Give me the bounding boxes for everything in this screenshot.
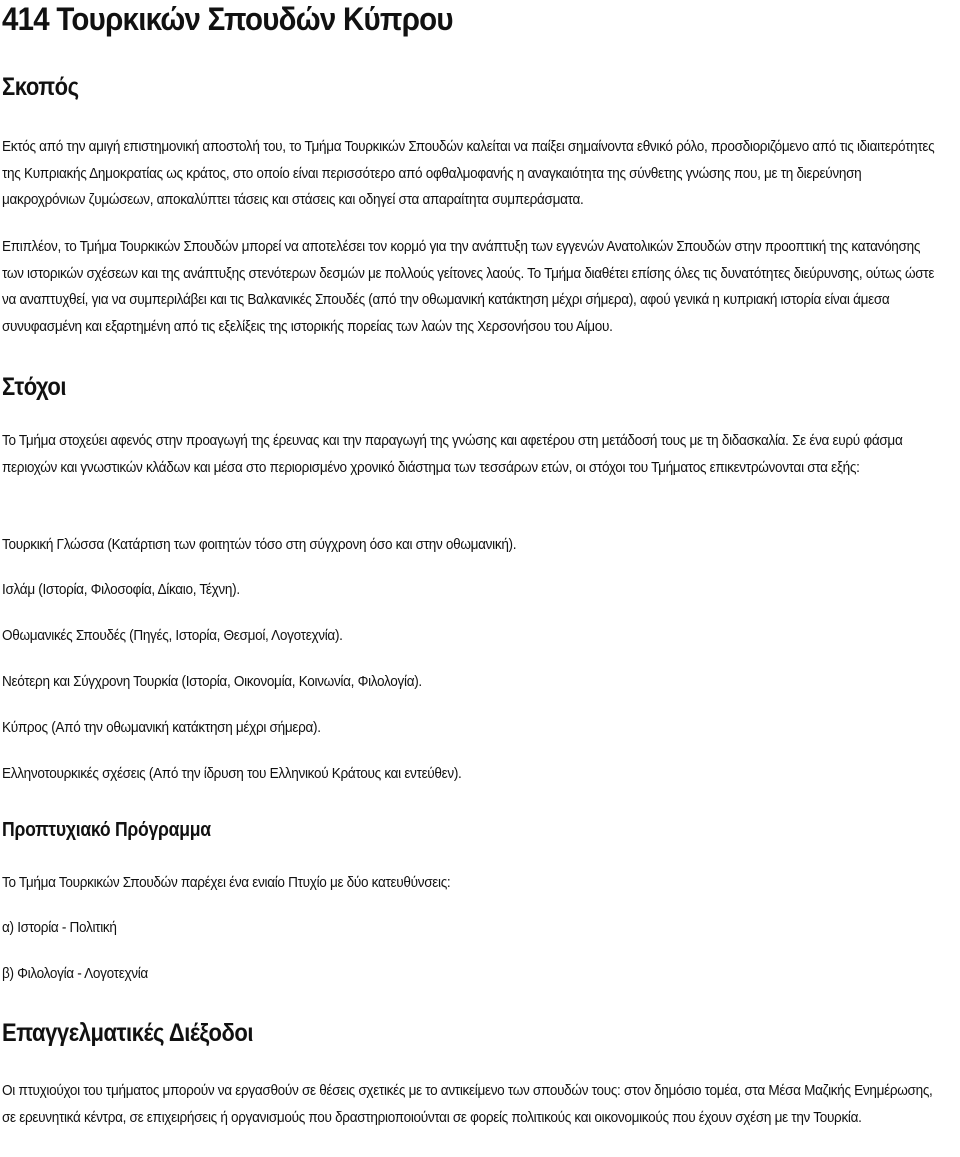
skopos-paragraph-1: Εκτός από την αμιγή επιστημονική αποστολή του, το Τμήμα Τουρκικών Σπουδών καλείται να παίξει σημαίνοντα εθνικό ρόλο, προσδιοριζόμενο από τις ιδιαιτερότητες της Κυπριακής Δημοκρατίας ως κράτος, στο οποίο είναι περισσότερο από οφθαλμοφανής η αναγκαιότητα της σύνθετης γνώσης που, με τη διερεύνηση μακροχρόνιων ζυμώσεων, αποκαλύπτει τάσεις και στάσεις και οδηγεί στα απαραίτητα συμπεράσματα.: [2, 138, 935, 208]
stoxoi-item-2: Ισλάμ (Ιστορία, Φιλοσοφία, Δίκαιο, Τέχνη).: [2, 581, 240, 598]
programma-intro: Το Τμήμα Τουρκικών Σπουδών παρέχει ένα ενιαίο Πτυχίο με δύο κατευθύνσεις:: [2, 874, 451, 891]
stoxoi-intro: Το Τμήμα στοχεύει αφενός στην προαγωγή της έρευνας και την παραγωγή της γνώσης και αφετέρου στη μετάδοσή τους με τη διδασκαλία. Σε ένα ευρύ φάσμα περιοχών και γνωστικών κλάδων και μέσα στο περιορισμένο χρονικό διάστημα των τεσσάρων ετών, οι στόχοι του Τμήματος επικεντρώνονται στα εξής:: [2, 432, 903, 476]
skopos-paragraph-2: Επιπλέον, το Τμήμα Τουρκικών Σπουδών μπορεί να αποτελέσει τον κορμό για την ανάπτυξη των εγγενών Ανατολικών Σπουδών στην προοπτική της κατανόησης των ιστορικών σχέσεων και της ανάπτυξης στενότερων δεσμών με πολλούς γείτονες λαούς. Το Τμήμα διαθέτει επίσης όλες τις δυνατότητες διεύρυνσης, ούτως ώστε να αναπτυχθεί, για να συμπεριλάβει και τις Βαλκανικές Σπουδές (από την οθωμανική κατάκτηση μέχρι σήμερα), αφού γενικά η κυπριακή ιστορία είναι άμεσα συνυφασμένη και εξαρτημένη από τις εξελίξεις της ιστορικής πορείας των λαών της Χερσονήσου του Αίμου.: [2, 238, 935, 335]
section-heading-programma: Προπτυχιακό Πρόγραμμα: [2, 819, 211, 841]
stoxoi-item-6: Ελληνοτουρκικές σχέσεις (Από την ίδρυση του Ελληνικού Κράτους και εντεύθεν).: [2, 765, 462, 782]
stoxoi-item-3: Οθωμανικές Σπουδές (Πηγές, Ιστορία, Θεσμοί, Λογοτεχνία).: [2, 627, 343, 644]
programma-item-1: α) Ιστορία - Πολιτική: [2, 919, 117, 936]
page-title: 414 Τουρκικών Σπουδών Κύπρου: [2, 1, 453, 37]
programma-item-2: β) Φιλολογία - Λογοτεχνία: [2, 965, 148, 982]
diexodoi-paragraph: Οι πτυχιούχοι του τμήματος μπορούν να εργασθούν σε θέσεις σχετικές με το αντικείμενο των σπουδών τους: στον δημόσιο τομέα, στα Μέσα Μαζικής Ενημέρωσης, σε ερευνητικά κέντρα, σε επιχειρήσεις ή οργανισμούς που δραστηριοποιούνται σε φορείς πολιτικούς και οικονομικούς που έχουν σχέση με την Τουρκία.: [2, 1082, 933, 1126]
stoxoi-item-1: Τουρκική Γλώσσα (Κατάρτιση των φοιτητών τόσο στη σύγχρονη όσο και στην οθωμανική).: [2, 536, 517, 553]
stoxoi-item-5: Κύπρος (Από την οθωμανική κατάκτηση μέχρι σήμερα).: [2, 719, 321, 736]
section-heading-stoxoi: Στόχοι: [2, 373, 67, 401]
section-heading-skopos: Σκοπός: [2, 73, 79, 101]
stoxoi-item-4: Νεότερη και Σύγχρονη Τουρκία (Ιστορία, Οικονομία, Κοινωνία, Φιλολογία).: [2, 673, 422, 690]
section-heading-diexodoi: Επαγγελματικές Διέξοδοι: [2, 1019, 254, 1047]
